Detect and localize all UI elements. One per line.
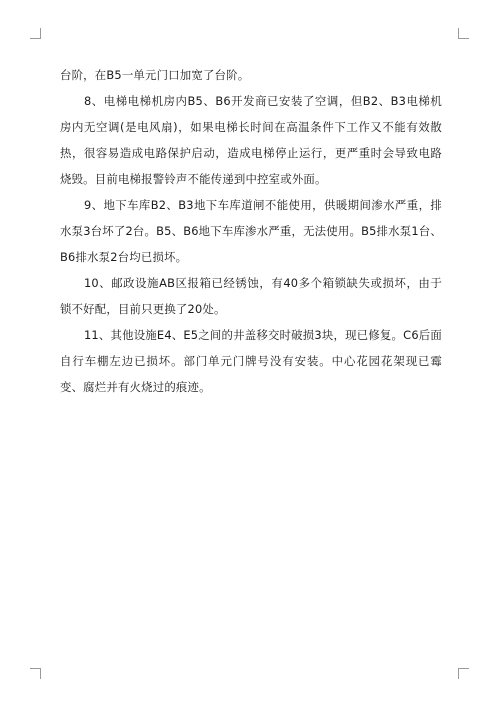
paragraph-postal: 10、邮政设施AB区报箱已经锈蚀，有40多个箱锁缺失或损坏，由于锁不好配，目前只更换了20处。 bbox=[60, 276, 442, 316]
crop-mark-bottom-right bbox=[458, 668, 469, 679]
paragraph-elevator: 8、电梯电梯机房内B5、B6开发商已安装了空调，但B2、B3电梯机房内无空调(是电风扇)，如果电梯长时间在高温条件下工作又不能有效散热，很容易造成电路保护启动，造成电梯停止运行，更严重时会导致电路烧毁。目前电梯报警铃声不能传递到中控室或外面。 bbox=[60, 94, 442, 186]
crop-mark-bottom-left bbox=[30, 668, 41, 679]
crop-mark-top-left bbox=[30, 28, 41, 39]
paragraph-other-facilities: 11、其他设施E4、E5之间的井盖移交时破损3块，现已修复。C6后面自行车棚左边已损坏。部门单元门牌号没有安装。中心花园花架现已霉变、腐烂并有火烧过的痕迹。 bbox=[60, 328, 442, 394]
paragraph-garage: 9、地下车库B2、B3地下车库道闸不能使用，供暖期间渗水严重，排水泵3台坏了2台。B5、B6地下车库渗水严重，无法使用。B5排水泵1台、B6排水泵2台均已损坏。 bbox=[60, 198, 442, 264]
document-body bbox=[60, 62, 442, 400]
crop-mark-top-right bbox=[458, 28, 469, 39]
paragraph-continuation: 台阶，在B5一单元门口加宽了台阶。 bbox=[60, 68, 250, 82]
